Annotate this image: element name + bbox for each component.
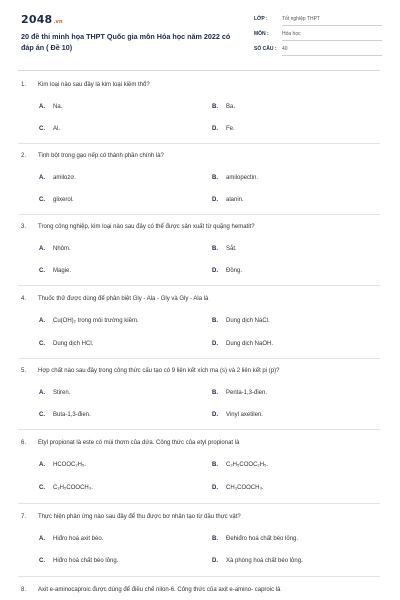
option-label: C. [39,197,45,203]
option-label: A. [39,390,45,396]
question-stem: Trong công nghiệp, kim loại nào sau đây có thể được sản xuất từ quặng hematit? [38,224,255,230]
option-label: A. [39,175,45,181]
option-text: Al. [53,126,61,132]
option-text: Xà phòng hoá chất béo lỏng. [226,558,303,564]
question-divider [18,143,380,144]
option-text: C₂H₅COOCH₃. [53,485,93,491]
option-label: A. [39,246,45,252]
logo-text: 2048 [21,13,53,26]
meta-subject-key: MÔN : [254,31,269,37]
option-text: Dung dịch HCl. [53,341,94,347]
option-text: alanin. [226,197,244,203]
option-text: Ba. [226,104,236,110]
question-divider [18,285,380,286]
option-text: Vinyl axetilen. [226,412,263,418]
meta-class-key: LỚP : [254,16,268,22]
question-stem: Etyl propionat là este có mùi thơm của dứa. Công thức của etyl propionat là [38,440,240,446]
meta-count-value: 40 [282,46,382,56]
option-text: Hiđro hoá chất béo lỏng. [53,558,119,564]
option-label: D. [212,126,218,132]
question-number: 8. [21,587,27,593]
option-label: C. [39,558,45,564]
document-header [0,0,400,62]
option-text: Sắt. [226,246,237,252]
option-text: Magie. [53,268,72,274]
option-text: glixerol. [53,197,74,203]
question-number: 4. [21,296,27,302]
question-stem: Axit e-aminocaproic được dùng để điều chế nilon-6. Công thức của axit e-amino- caproic là [38,587,281,593]
option-label: D. [212,341,218,347]
option-label: C. [39,341,45,347]
option-text: Nhôm. [53,246,71,252]
option-label: B. [212,390,218,396]
option-text: Penta-1,3-đien. [226,390,268,396]
document-title: 20 đề thi minh họa THPT Quốc gia môn Hóa học năm 2022 có đáp án ( Đề 10) [21,32,231,52]
question-divider [18,576,380,577]
question-number: 1. [21,82,27,88]
question-stem: Hợp chất nào sau đây trong công thức cấu tạo có 9 liên kết xích ma (s) và 2 liên kết pi (p)? [38,368,280,374]
option-label: D. [212,268,218,274]
option-label: C. [39,126,45,132]
option-label: D. [212,485,218,491]
question-number: 7. [21,514,27,520]
question-stem: Thực hiện phản ứng nào sau đây để thu được bơ nhân tạo từ dầu thực vật? [38,514,241,520]
meta-class-value: Tốt nghiệp THPT [282,16,382,26]
option-label: C. [39,268,45,274]
header-divider [18,70,380,71]
option-label: A. [39,318,45,324]
question-number: 6. [21,440,27,446]
question-number: 5. [21,368,27,374]
option-label: C. [39,412,45,418]
option-label: D. [212,558,218,564]
option-label: B. [212,246,218,252]
question-stem: Tinh bột trong gạo nếp có thành phần chính là? [38,153,164,159]
option-text: Fe. [226,126,235,132]
option-label: A. [39,104,45,110]
meta-subject-value: Hóa học [282,31,382,41]
option-label: A. [39,536,45,542]
option-text: amilopectin. [226,175,259,181]
site-logo[interactable] [21,13,63,26]
option-text: Dung dịch NaCl. [226,318,270,324]
option-label: B. [212,462,218,468]
question-divider [18,358,380,359]
question-number: 3. [21,224,27,230]
option-label: B. [212,175,218,181]
option-text: Dung dịch NaOH. [226,341,274,347]
option-text: Đồng. [226,268,243,274]
option-text: HCOOC₂H₅. [53,462,87,468]
question-stem: Kim loại nào sau đây là kim loại kiềm thổ? [38,82,150,88]
option-label: B. [212,318,218,324]
option-text: Buta-1,3-đien. [53,412,91,418]
question-divider [18,429,380,430]
option-label: D. [212,197,218,203]
question-stem: Thuốc thử được dùng để phân biệt Gly - Ala - Gly và Gly - Ala là [38,296,209,302]
logo-suffix: .vn [53,19,63,25]
option-label: C. [39,485,45,491]
question-divider [18,503,380,504]
option-label: B. [212,536,218,542]
option-label: D. [212,412,218,418]
option-text: Na. [53,104,63,110]
option-text: Hiđro hoá axit béo. [53,536,104,542]
question-divider [18,214,380,215]
option-text: amilozơ. [53,175,76,181]
option-text: CH₃COOCH₃. [226,485,264,491]
option-text: Cu(OH)₂ trong môi trường kiềm. [53,318,139,324]
option-text: C₂H₅COOC₂H₅. [226,462,269,468]
option-text: Stiren. [53,390,71,396]
option-label: B. [212,104,218,110]
question-number: 2. [21,153,27,159]
option-text: Đehiđro hoá chất béo lỏng. [226,536,299,542]
option-label: A. [39,462,45,468]
meta-count-key: SỐ CÂU : [254,46,277,52]
